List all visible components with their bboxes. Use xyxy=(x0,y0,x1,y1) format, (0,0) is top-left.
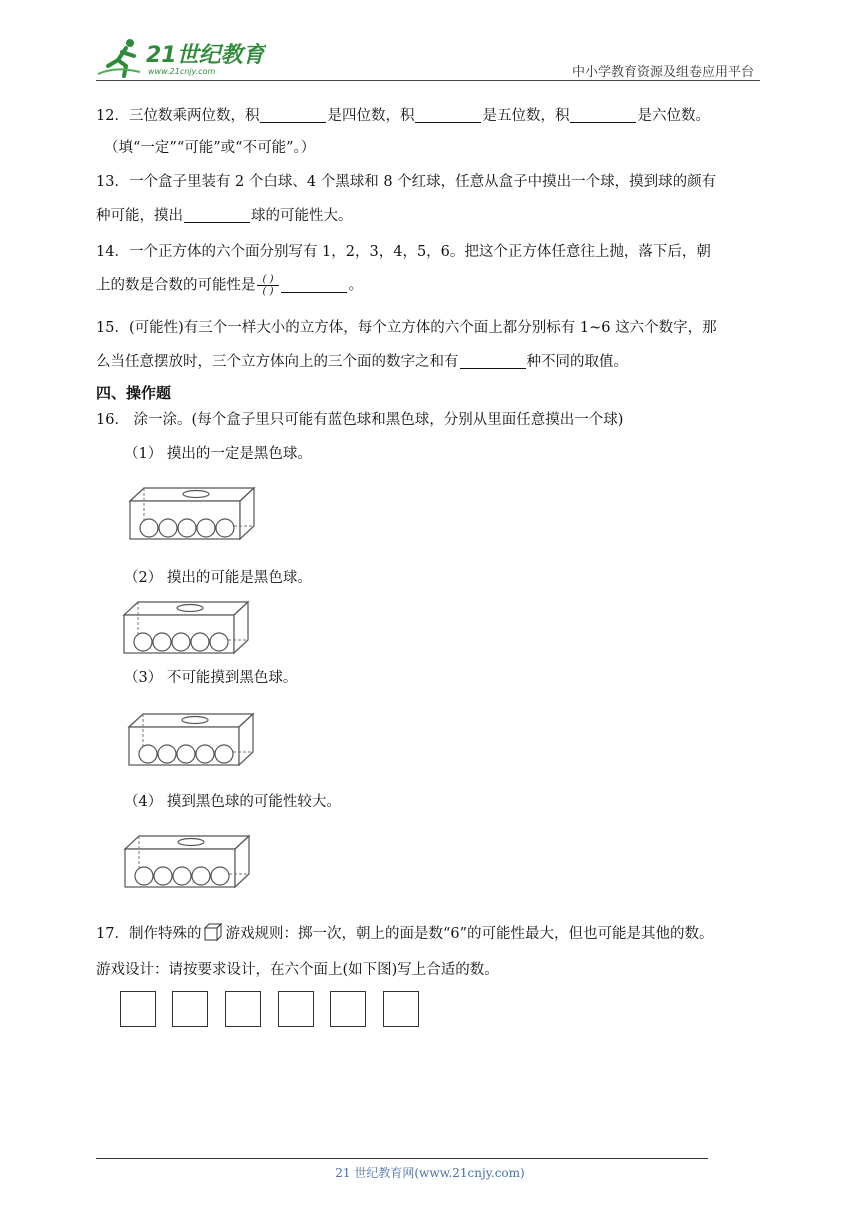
ball[interactable] xyxy=(210,633,228,651)
svg-text:21世纪教育: 21世纪教育 xyxy=(146,43,265,68)
fraction: $\frac{( )}{( )}$ xyxy=(257,274,280,297)
ball-box[interactable] xyxy=(123,834,253,890)
ball-box[interactable] xyxy=(122,600,252,656)
ball[interactable] xyxy=(158,745,176,763)
ball[interactable] xyxy=(211,867,229,885)
cube-face-box[interactable] xyxy=(278,991,314,1027)
question-15-cont: 么当任意摆放时，三个立方体向上的三个面的数字之和有 种不同的取值。 xyxy=(96,354,628,370)
cube-icon xyxy=(203,922,223,942)
cube-face-box[interactable] xyxy=(225,991,261,1027)
ball[interactable] xyxy=(216,519,234,537)
site-logo xyxy=(96,36,266,80)
question-12-hint: （填“一定”“可能”或“不可能”。） xyxy=(104,140,316,156)
q16-item-3: （3） 不可能摸到黑色球。 xyxy=(124,670,298,686)
q16-item-1: （1） 摸出的一定是黑色球。 xyxy=(124,446,312,462)
ball[interactable] xyxy=(215,745,233,763)
svg-text:www.21cnjy.com: www.21cnjy.com xyxy=(148,67,216,76)
ball[interactable] xyxy=(154,867,172,885)
ball[interactable] xyxy=(178,519,196,537)
question-14: 14．一个正方体的六个面分别写有 1，2，3，4，5，6。把这个正方体任意往上抛，落下后，朝 xyxy=(96,244,711,260)
question-12: 12．三位数乘两位数，积 是四位数，积 是五位数，积 是六位数。 xyxy=(96,108,710,124)
cube-face-box[interactable] xyxy=(172,991,208,1027)
answer-blank[interactable] xyxy=(460,352,526,369)
cube-face-box[interactable] xyxy=(120,991,156,1027)
question-17: 17．制作特殊的 游戏规则：掷一次，朝上的面是数“6”的可能性最大，但也可能是其他的数。 xyxy=(96,922,714,944)
cube-face-box[interactable] xyxy=(330,991,366,1027)
question-16: 16． 涂一涂。(每个盒子里只可能有蓝色球和黑色球，分别从里面任意摸出一个球) xyxy=(96,412,624,428)
question-15: 15．(可能性)有三个一样大小的立方体，每个立方体的六个面上都分别标有 1~6 这六个数字，那 xyxy=(96,320,717,336)
ball[interactable] xyxy=(135,867,153,885)
question-13: 13．一个盒子里装有 2 个白球、4 个黑球和 8 个红球，任意从盒子中摸出一个球，摸到球的颜有 xyxy=(96,174,717,190)
answer-blank[interactable] xyxy=(570,106,636,123)
platform-name: 中小学教育资源及组卷应用平台 xyxy=(571,65,754,80)
header-divider xyxy=(96,80,760,81)
question-17-cont: 游戏设计：请按要求设计，在六个面上(如下图)写上合适的数。 xyxy=(96,962,499,978)
ball[interactable] xyxy=(134,633,152,651)
ball[interactable] xyxy=(172,633,190,651)
answer-blank[interactable] xyxy=(260,106,326,123)
ball[interactable] xyxy=(140,519,158,537)
footer-divider xyxy=(96,1158,708,1159)
footer-link[interactable]: 21 世纪教育网(www.21cnjy.com) xyxy=(335,1166,525,1180)
answer-blank[interactable] xyxy=(415,106,481,123)
question-14-cont: 上的数是合数的可能性是 $\frac{( )}{( )}$ 。 xyxy=(96,274,363,297)
ball-box[interactable] xyxy=(128,486,258,542)
ball[interactable] xyxy=(191,633,209,651)
runner-icon xyxy=(98,39,140,76)
ball[interactable] xyxy=(139,745,157,763)
q16-item-4: （4） 摸到黑色球的可能性较大。 xyxy=(124,794,341,810)
answer-blank[interactable] xyxy=(184,206,250,223)
section-heading: 四、操作题 xyxy=(96,384,172,402)
ball[interactable] xyxy=(153,633,171,651)
q16-item-2: （2） 摸出的可能是黑色球。 xyxy=(124,570,312,586)
cube-face-box[interactable] xyxy=(383,991,419,1027)
ball[interactable] xyxy=(192,867,210,885)
ball[interactable] xyxy=(177,745,195,763)
ball[interactable] xyxy=(197,519,215,537)
ball[interactable] xyxy=(173,867,191,885)
answer-blank[interactable] xyxy=(281,276,347,293)
ball[interactable] xyxy=(159,519,177,537)
ball-box[interactable] xyxy=(127,712,257,768)
question-13-cont: 种可能，摸出 球的可能性大。 xyxy=(96,208,353,224)
ball[interactable] xyxy=(196,745,214,763)
